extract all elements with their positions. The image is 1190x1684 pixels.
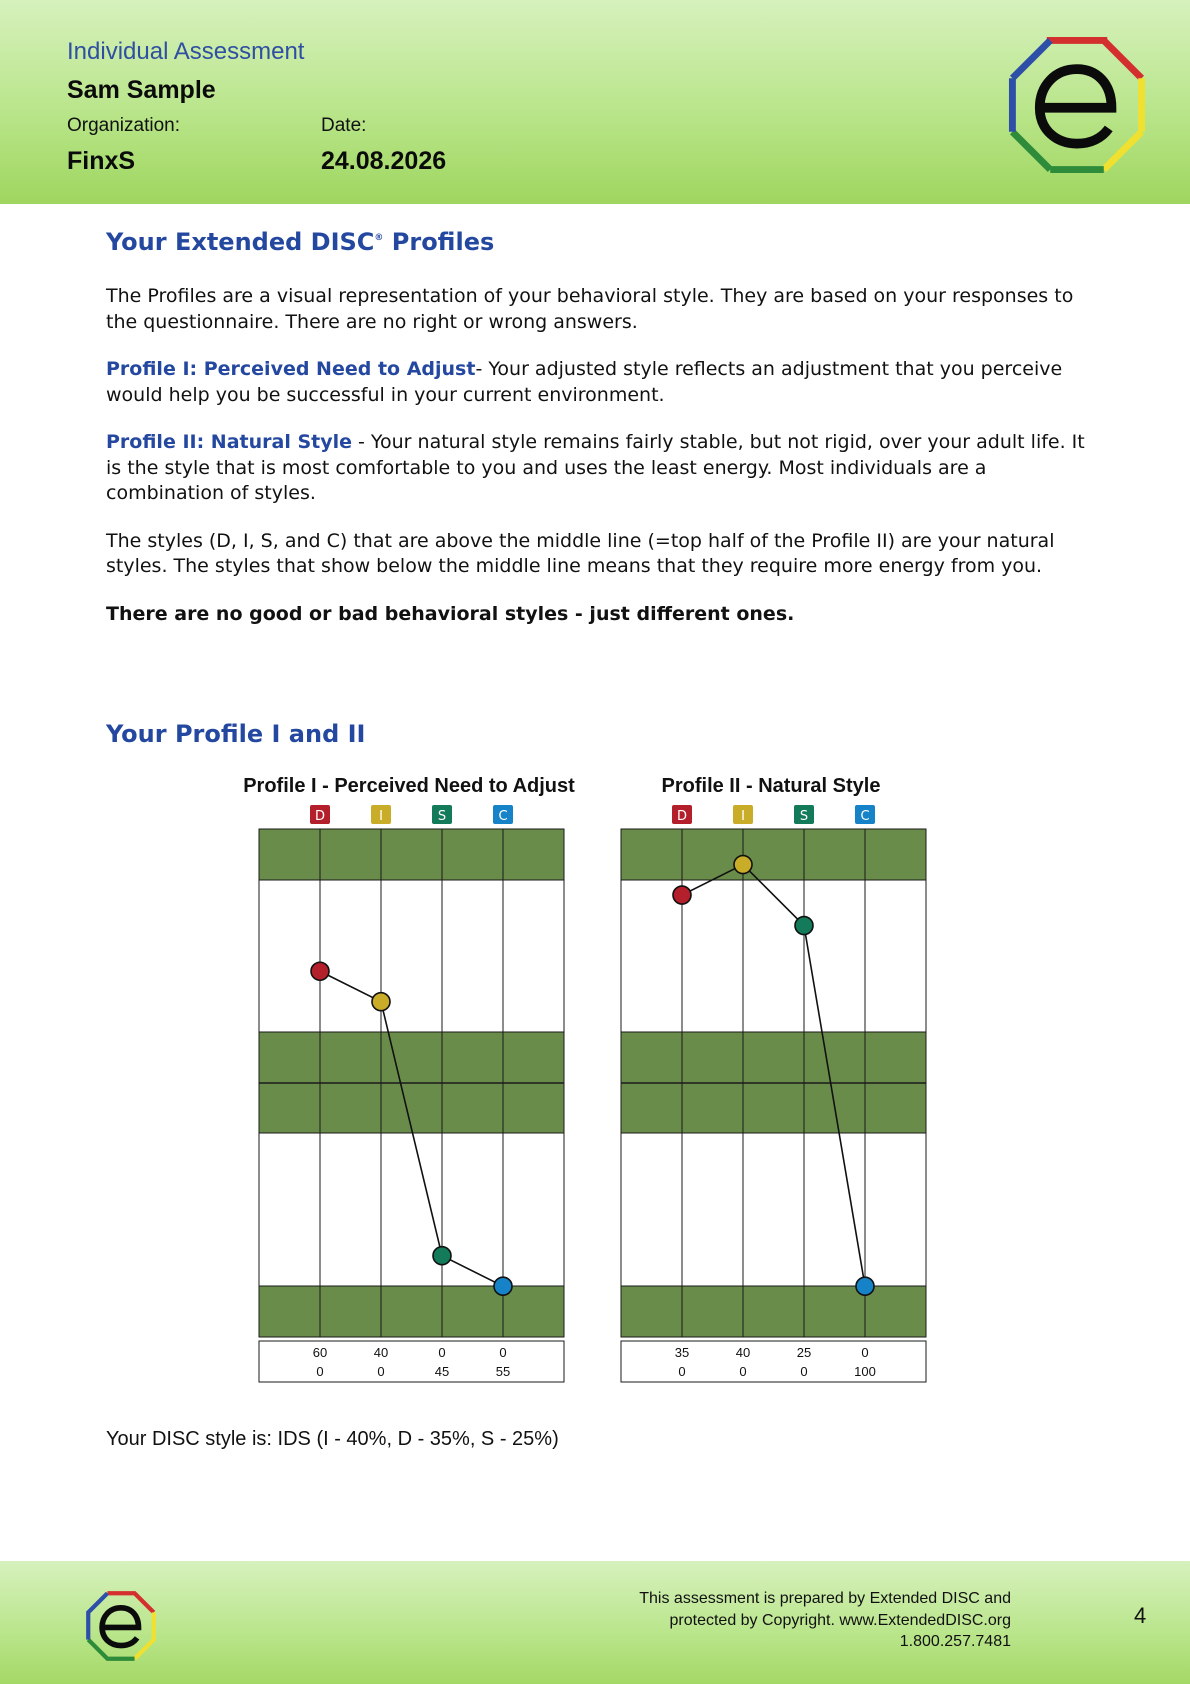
table-value-bottom: 0 [678,1364,686,1379]
table-value-top: 0 [861,1345,869,1360]
intro-paragraph: The Profiles are a visual representation of your behavioral style. They are based on your responses to the questionnaire. There are no right or wrong answers. [106,285,1074,333]
value-table [259,1341,564,1382]
profile-two-graph [591,805,951,1390]
table-value-bottom: 0 [800,1364,808,1379]
profile-one-graph [229,805,589,1390]
category-label-c: C [498,809,508,824]
data-point-i [372,993,390,1011]
table-value-bottom: 45 [434,1364,450,1379]
energy-band [621,1286,926,1337]
organization-label: Organization: [67,115,181,136]
category-label-i: I [741,809,745,824]
energy-band [621,829,926,880]
table-value-top: 0 [438,1345,446,1360]
profiles-heading: Your Profile I and II [106,720,366,748]
no-good-bad-statement: There are no good or bad behavioral styles - just different ones. [106,602,795,625]
page-number: 4 [1134,1603,1147,1628]
page-footer [0,1561,1190,1684]
data-point-s [795,917,813,935]
table-value-top: 35 [674,1345,690,1360]
extended-disc-logo-small [86,1591,156,1661]
report-type-title: Individual Assessment [67,38,305,65]
extended-disc-logo [1008,36,1146,174]
table-value-top: 40 [373,1345,389,1360]
styles-paragraph: The styles (D, I, S, and C) that are above the middle line (=top half of the Profile II) are your natural styles. The styles that show below the middle line means that they require more energy from you. [106,529,1055,577]
table-value-top: 25 [796,1345,812,1360]
data-point-c [494,1277,512,1295]
copyright-notice: This assessment is prepared by Extended DISC and protected by Copyright. www.ExtendedDISC.org 1.800.257.7481 [639,1590,1011,1650]
intro-section [106,222,1096,649]
value-table [621,1341,926,1382]
category-label-s: S [437,809,447,824]
chart-title: Profile II - Natural Style [661,775,881,797]
date-label: Date: [321,115,367,136]
energy-band [259,1286,564,1337]
table-value-bottom: 0 [316,1364,324,1379]
profile-one-chart [229,775,589,1390]
category-label-d: D [676,809,688,824]
profile-one-paragraph: Profile I: Perceived Need to Adjust- Your adjusted style reflects an adjustment that you perceive would help you be successful in your current environment. [106,358,1063,406]
data-point-s [433,1247,451,1265]
table-value-top: 0 [499,1345,507,1360]
chart-title: Profile I - Perceived Need to Adjust [243,775,575,797]
table-value-bottom: 55 [495,1364,511,1379]
data-point-i [734,856,752,874]
data-point-d [311,962,329,980]
table-value-top: 60 [312,1345,328,1360]
data-point-d [673,886,691,904]
category-label-i: I [379,809,383,824]
table-value-bottom: 0 [377,1364,385,1379]
table-value-top: 40 [735,1345,751,1360]
category-label-d: D [314,809,326,824]
profile-two-chart [591,775,951,1390]
category-label-c: C [860,809,870,824]
category-label-s: S [799,809,809,824]
page-header [0,0,1190,204]
date-value: 24.08.2026 [321,147,447,175]
participant-name: Sam Sample [67,76,216,104]
section-heading: Your Extended DISC® Profiles [106,228,495,256]
data-point-c [856,1277,874,1295]
disc-style-result: Your DISC style is: IDS (I - 40%, D - 35%, S - 25%) [106,1428,559,1450]
table-value-bottom: 0 [739,1364,747,1379]
organization-value: FinxS [67,147,136,175]
profile-two-paragraph: Profile II: Natural Style - Your natural style remains fairly stable, but not rigid, over your adult life. It is the style that is most comfortable to you and uses the least energy. Most individuals are a combination of styles. [106,431,1085,504]
energy-band [259,829,564,880]
table-value-bottom: 100 [854,1364,876,1379]
